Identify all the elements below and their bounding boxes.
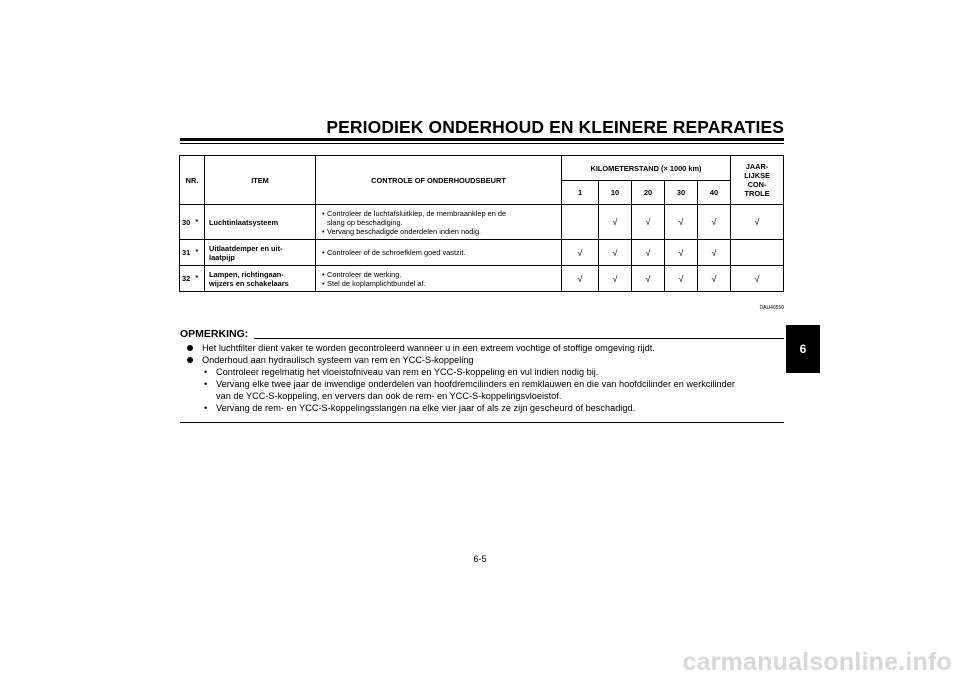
header-yearly (731, 156, 784, 205)
control-bullet: • (322, 278, 325, 288)
check-cell: √ (562, 266, 599, 292)
row-item (205, 266, 316, 292)
check-cell: √ (599, 266, 632, 292)
check-cell: √ (698, 266, 731, 292)
check-cell: √ (665, 266, 698, 292)
bullet-dot-icon (187, 345, 193, 351)
sub-note-item (180, 402, 784, 414)
row-nr: 31 (180, 240, 196, 266)
header-control: CONTROLE OF ONDERHOUDSBEURT (316, 156, 562, 205)
row-star: * (196, 240, 205, 266)
check-cell: √ (562, 240, 599, 266)
row-nr: 32 (180, 266, 196, 292)
note-text: Onderhoud aan hydraulisch systeem van rem en YCC-S-koppeling (202, 355, 474, 365)
sub-note-text: Vervang de rem- en YCC-S-koppelingsslangen na elke vier jaar of als ze zijn gescheurd of beschadigd. (216, 403, 636, 413)
notes-bottom-rule (180, 422, 784, 423)
header-yearly-line: LIJKSE (744, 171, 770, 180)
table-row (180, 240, 784, 266)
reference-code: DAU40550 (759, 305, 784, 311)
row-item (205, 240, 316, 266)
title-rule-thin (180, 143, 784, 144)
control-line: Stel de koplamplichtbundel af. (327, 278, 426, 288)
header-nr: NR. (180, 156, 205, 205)
control-line: Controleer of de schroefklem goed vastzit. (327, 248, 466, 257)
header-yearly-line: TROLE (744, 189, 770, 198)
check-cell: √ (731, 205, 784, 240)
row-item-line: Luchtinlaatsysteem (209, 217, 279, 227)
header-yearly-line: CON- (747, 180, 767, 189)
row-control (316, 240, 562, 266)
header-km-col: 30 (665, 181, 698, 205)
row-item-line: Uitlaatdemper en uit- (209, 243, 283, 253)
sub-note-text: van de YCC-S-koppeling, en ververs dan ook de rem- en YCC-S-koppelingsvloeistof. (216, 391, 562, 401)
row-item-line: wijzers en schakelaars (209, 278, 289, 288)
row-item (205, 205, 316, 240)
header-item: ITEM (205, 156, 316, 205)
note-item (180, 342, 784, 354)
opmerking-notes (180, 342, 784, 414)
check-cell: √ (665, 240, 698, 266)
sub-bullet: • (204, 403, 208, 413)
header-km-col: 40 (698, 181, 731, 205)
row-item-line: laatpijp (209, 252, 235, 262)
check-cell: √ (632, 240, 665, 266)
header-km-col: 10 (599, 181, 632, 205)
control-bullet: • (322, 208, 325, 218)
chapter-tab: 6 (786, 325, 820, 373)
check-cell: √ (599, 240, 632, 266)
check-cell: √ (731, 266, 784, 292)
bullet-dot-icon (187, 357, 193, 363)
sub-note-item (180, 366, 784, 378)
check-cell: √ (599, 205, 632, 240)
title-rule-thick (180, 138, 784, 141)
control-line: Controleer de werking. (327, 269, 402, 279)
control-bullet: • (322, 269, 325, 279)
opmerking-label: OPMERKING: (180, 328, 249, 340)
header-km-col: 1 (562, 181, 599, 205)
check-cell: √ (698, 240, 731, 266)
row-item-line: Lampen, richtingaan- (209, 269, 284, 279)
control-line: slang op beschadiging. (327, 217, 403, 227)
sub-note-item (180, 378, 784, 402)
row-nr: 30 (180, 205, 196, 240)
table-row (180, 266, 784, 292)
note-text: Het luchtfilter dient vaker te worden gecontroleerd wanneer u in een extreem vochtige of stoffige omgeving rijdt. (202, 343, 655, 353)
sub-note-text: Controleer regelmatig het vloeistofniveau van rem en YCC-S-koppeling en vul indien nodig bij. (216, 367, 599, 377)
header-km-col: 20 (632, 181, 665, 205)
check-cell (731, 240, 784, 266)
check-cell: √ (665, 205, 698, 240)
check-cell (562, 205, 599, 240)
check-cell: √ (632, 205, 665, 240)
row-star: * (196, 205, 205, 240)
header-km: KILOMETERSTAND (× 1000 km) (562, 156, 731, 181)
maintenance-table (179, 155, 784, 292)
sub-bullet: • (204, 367, 208, 377)
row-control (316, 205, 562, 240)
opmerking-rule (254, 338, 784, 339)
page-title: PERIODIEK ONDERHOUD EN KLEINERE REPARATIES (326, 117, 784, 137)
check-cell: √ (698, 205, 731, 240)
row-control (316, 266, 562, 292)
table-row (180, 205, 784, 240)
sub-bullet: • (204, 379, 208, 389)
sub-note-text: Vervang elke twee jaar de inwendige onderdelen van hoofdremcilinders en remklauwen en die van hoofdcilinder en werkcilinder (216, 379, 735, 389)
control-bullet: • (322, 226, 325, 236)
watermark: carmanualsonline.info (682, 648, 952, 676)
check-cell: √ (632, 266, 665, 292)
control-bullet: • (322, 248, 325, 257)
note-item (180, 354, 784, 366)
header-yearly-line: JAAR- (745, 162, 769, 171)
control-line: Vervang beschadigde onderdelen indien nodig. (327, 226, 482, 236)
row-star: * (196, 266, 205, 292)
page-number: 6-5 (473, 554, 487, 564)
control-line: Controleer de luchtafsluitklep, de membraanklep en de (327, 208, 507, 218)
